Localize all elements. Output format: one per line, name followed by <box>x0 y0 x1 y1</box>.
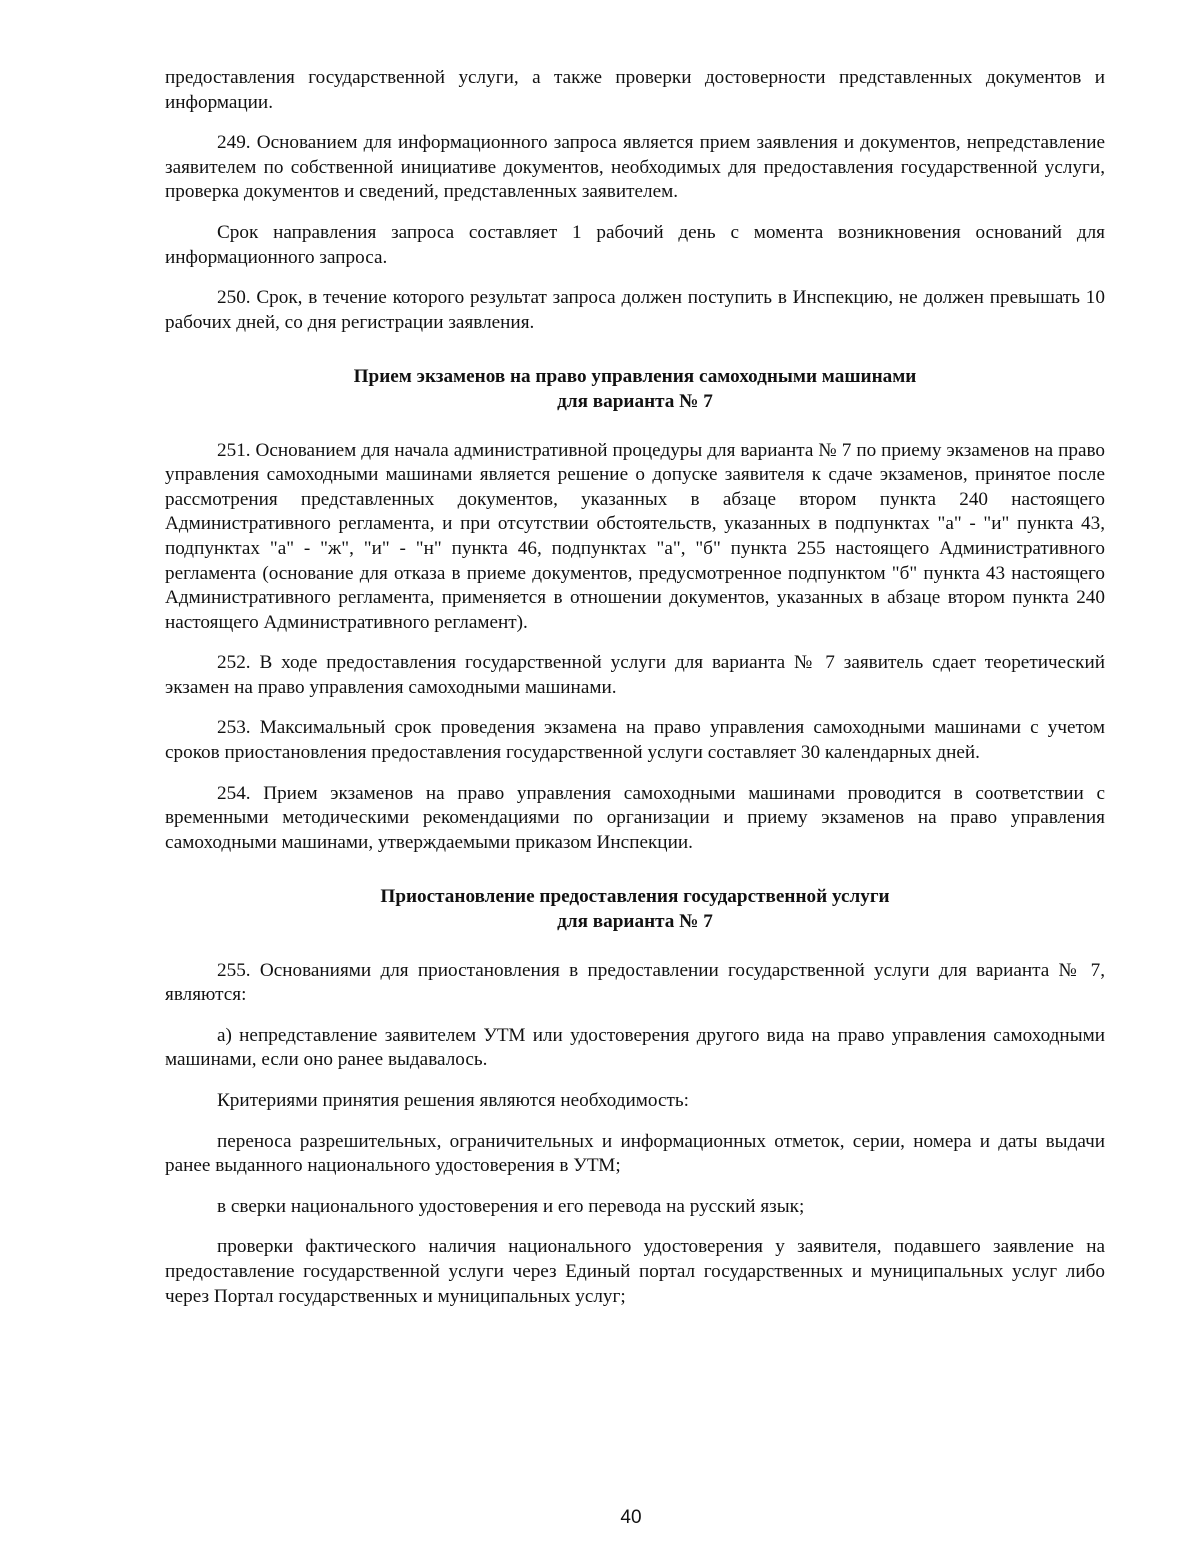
paragraph-criteria-transfer: переноса разрешительных, ограничительных и информационных отметок, серии, номера и даты выдачи ранее выданного национального удостоверения в УТМ; <box>165 1130 1105 1177</box>
paragraph-252: 252. В ходе предоставления государственной услуги для варианта № 7 заявитель сдает теоретический экзамен на право управления самоходными машинами. <box>165 652 1105 698</box>
paragraph-criteria-verification: в сверки национального удостоверения и его перевода на русский язык; <box>217 1195 805 1217</box>
section-heading-line: Прием экзаменов на право управления самоходными машинами <box>353 366 917 388</box>
paragraph-255: 255. Основаниями для приостановления в предоставлении государственной услуги для варианта № 7, являются: <box>165 959 1105 1006</box>
paragraph-255-a: а) непредставление заявителем УТМ или удостоверения другого вида на право управления самоходными машинами, если оно ранее выдавалось. <box>165 1024 1105 1071</box>
paragraph-criteria: Критериями принятия решения являются необходимость: <box>217 1090 689 1111</box>
page-number: 40 <box>620 1507 642 1528</box>
section-heading-line: для варианта № 7 <box>557 911 713 933</box>
section-heading-line: для варианта № 7 <box>557 390 713 412</box>
paragraph-249: 249. Основанием для информационного запроса является прием заявления и документов, непредставление заявителем по собственной инициативе документов, необходимых для предоставления государственной услуги, проверка документов и сведений, представленных заявителем. <box>165 132 1105 203</box>
paragraph-continuation: предоставления государственной услуги, а также проверки достоверности представленных документов и информации. <box>165 67 1105 113</box>
document-page <box>165 66 1105 1325</box>
section-heading-line: Приостановление предоставления государственной услуги <box>380 886 890 908</box>
section-heading-exams <box>165 365 1105 414</box>
paragraph-251: 251. Основанием для начала административной процедуры для варианта № 7 по приему экзаменов на право управления самоходными машинами является решение о допуске заявителя к сдаче экзаменов, принятое после рассмотрения представленных документов, указанных в абзаце втором пункта 240 настоящего Административного регламента, и при отсутствии обстоятельств, указанных в подпунктах "а" - "и" пункта 43, подпунктах "а" - "ж", "и" - "н" пункта 46, подпунктах "а", "б" пункта 255 настоящего Административного регламента (основание для отказа в приеме документов, предусмотренное подпунктом "б" пункта 43 настоящего Административного регламента, применяется в отношении документов, указанных в абзаце втором пункта 240 настоящего Административного регламент). <box>165 439 1105 633</box>
paragraph-request-term: Срок направления запроса составляет 1 рабочий день с момента возникновения оснований для информационного запроса. <box>165 221 1105 268</box>
paragraph-250: 250. Срок, в течение которого результат запроса должен поступить в Инспекцию, не должен превышать 10 рабочих дней, со дня регистрации заявления. <box>165 287 1105 333</box>
paragraph-254: 254. Прием экзаменов на право управления самоходными машинами проводится в соответствии с временными методическими рекомендациями по организации и приему экзаменов на право управления самоходными машинами, утверждаемыми приказом Инспекции. <box>165 782 1105 853</box>
section-heading-suspension <box>165 885 1105 934</box>
paragraph-253: 253. Максимальный срок проведения экзамена на право управления самоходными машинами с учетом сроков приостановления предоставления государственной услуги составляет 30 календарных дней. <box>165 717 1105 764</box>
paragraph-criteria-check: проверки фактического наличия национального удостоверения у заявителя, подавшего заявление на предоставление государственной услуги через Единый портал государственных и муниципальных услуг либо через Портал государственных и муниципальных услуг; <box>165 1236 1105 1307</box>
